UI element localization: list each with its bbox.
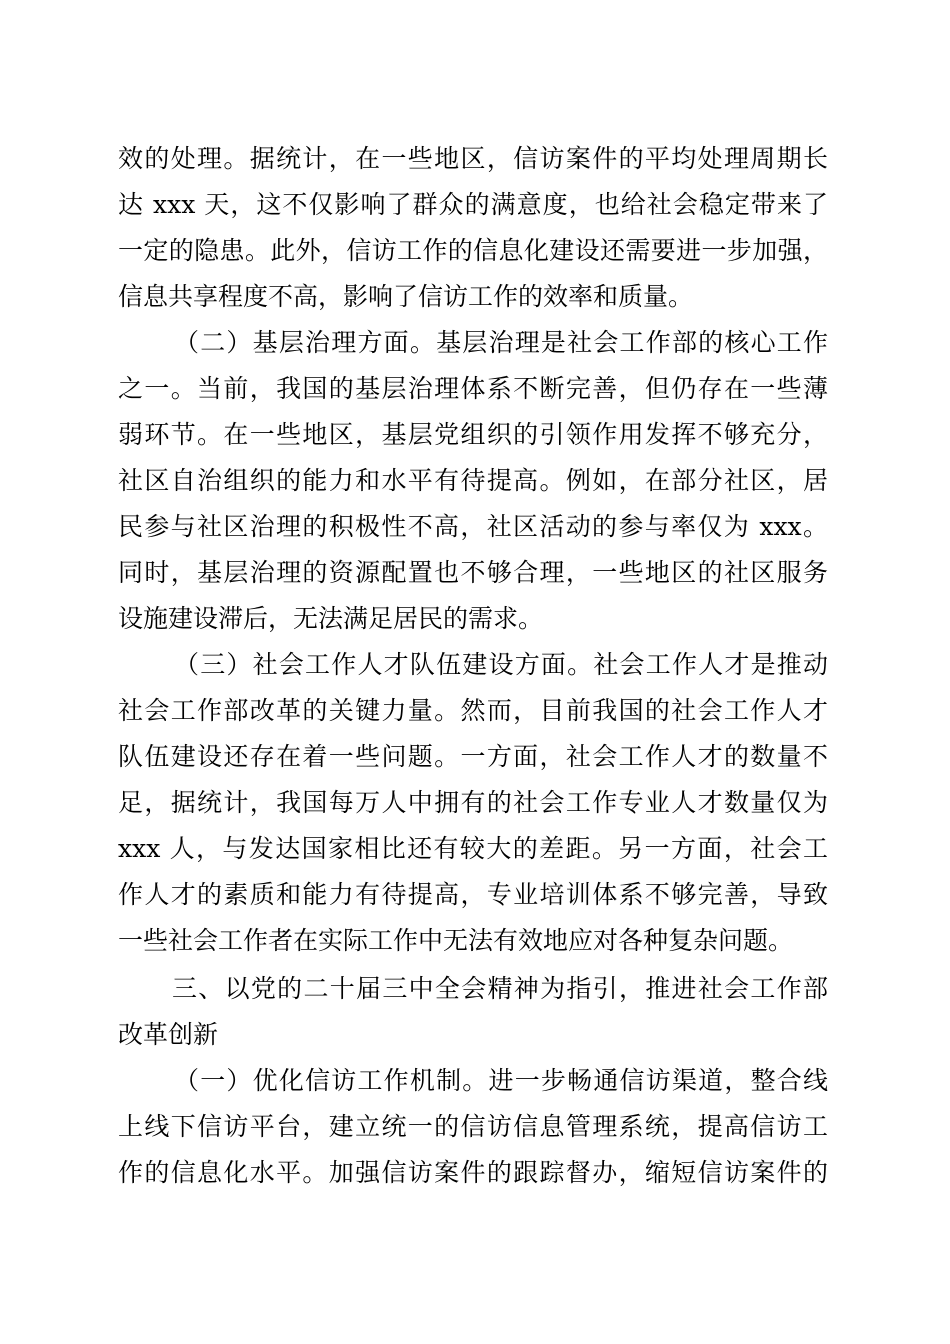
para2-line-5: 民参与社区治理的积极性不高，社区活动的参与率仅为 xxx。 xyxy=(118,512,828,541)
para3-line-7: 一些社会工作者在实际工作中无法有效地应对各种复杂问题。 xyxy=(118,926,794,955)
para3-line-2: 社会工作部改革的关键力量。然而，目前我国的社会工作人才 xyxy=(118,696,828,725)
para2-first-line xyxy=(174,320,828,366)
para2-line-6: 同时，基层治理的资源配置也不够合理，一些地区的社区服务 xyxy=(118,558,828,587)
section-heading-line-2: 改革创新 xyxy=(118,1020,219,1049)
para2-line-3: 弱环节。在一些地区，基层党组织的引领作用发挥不够充分， xyxy=(118,420,828,449)
para3-line-6: 作人才的素质和能力有待提高，专业培训体系不够完善，导致 xyxy=(118,880,828,909)
section-heading-line-1: 三、以党的二十届三中全会精神为指引，推进社会工作部 xyxy=(172,974,828,1003)
para4-first-line xyxy=(174,1058,828,1104)
para2-line-4: 社区自治组织的能力和水平有待提高。例如，在部分社区，居 xyxy=(118,466,828,495)
para3-line-4: 足，据统计，我国每万人中拥有的社会工作专业人才数量仅为 xyxy=(118,788,828,817)
para3-line-3: 队伍建设还存在着一些问题。一方面，社会工作人才的数量不 xyxy=(118,742,828,771)
para1-line-3: 一定的隐患。此外，信访工作的信息化建设还需要进一步加强， xyxy=(118,236,828,265)
para4-line-2: 上线下信访平台，建立统一的信访信息管理系统，提高信访工 xyxy=(118,1112,828,1141)
para2-line-7: 设施建设滞后，无法满足居民的需求。 xyxy=(118,604,544,633)
document-body xyxy=(118,136,828,1187)
para1-line-1: 效的处理。据统计，在一些地区，信访案件的平均处理周期长 xyxy=(118,144,828,173)
para3-line-5: xxx 人，与发达国家相比还有较大的差距。另一方面，社会工 xyxy=(118,834,828,863)
para3-lead: （三）社会工作人才队伍建设方面。 xyxy=(174,650,594,679)
para3-first-rest: 社会工作人才是推动 xyxy=(593,650,828,679)
para2-line-2: 之一。当前，我国的基层治理体系不断完善，但仍存在一些薄 xyxy=(118,374,828,403)
para2-lead: （二）基层治理方面。 xyxy=(174,328,437,357)
para4-first-rest: 进一步畅通信访渠道，整合线 xyxy=(488,1066,828,1095)
para4-line-3: 作的信息化水平。加强信访案件的跟踪督办，缩短信访案件的 xyxy=(118,1158,828,1187)
para2-first-rest: 基层治理是社会工作部的核心工作 xyxy=(436,328,828,357)
para1-line-4: 信息共享程度不高，影响了信访工作的效率和质量。 xyxy=(118,282,694,311)
para4-lead: （一）优化信访工作机制。 xyxy=(174,1066,489,1095)
para3-first-line xyxy=(174,642,828,688)
para1-line-2: 达 xxx 天，这不仅影响了群众的满意度，也给社会稳定带来了 xyxy=(118,190,828,219)
